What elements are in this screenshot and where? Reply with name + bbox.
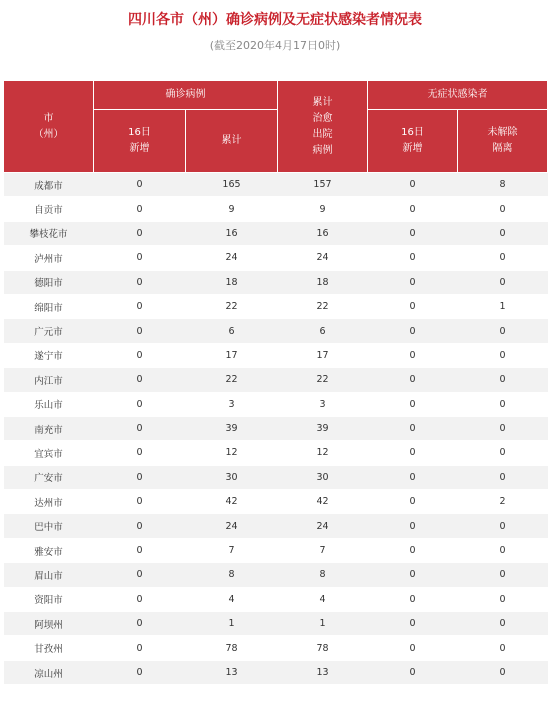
table-row	[4, 221, 548, 245]
total-cell: 22	[186, 368, 278, 392]
table-row	[4, 294, 548, 318]
table-row	[4, 343, 548, 367]
table-row	[4, 416, 548, 440]
new-cell: 0	[94, 441, 186, 465]
asym-new-cell: 0	[368, 441, 458, 465]
cured-cell: 24	[278, 246, 368, 270]
page-title: 四川各市（州）确诊病例及无症状感染者情况表	[128, 12, 422, 28]
asym-new-cell: 0	[368, 221, 458, 245]
cured-cell: 7	[278, 538, 368, 562]
city-cell: 成都市	[4, 173, 94, 197]
table-header	[4, 81, 548, 173]
table-row	[4, 319, 548, 343]
new-cell: 0	[94, 246, 186, 270]
new-cell: 0	[94, 294, 186, 318]
total-cell: 24	[186, 514, 278, 538]
cured-cell: 4	[278, 587, 368, 611]
new-cell: 0	[94, 173, 186, 197]
header-unreleased: 未解除 隔离	[458, 110, 548, 173]
total-cell: 8	[186, 563, 278, 587]
unreleased-cell: 0	[458, 221, 548, 245]
city-cell: 凉山州	[4, 660, 94, 684]
unreleased-cell: 0	[458, 538, 548, 562]
total-cell: 13	[186, 660, 278, 684]
new-cell: 0	[94, 587, 186, 611]
new-cell: 0	[94, 416, 186, 440]
cured-cell: 13	[278, 660, 368, 684]
asym-new-cell: 0	[368, 319, 458, 343]
asym-new-cell: 0	[368, 197, 458, 221]
asym-new-cell: 0	[368, 173, 458, 197]
new-cell: 0	[94, 636, 186, 660]
city-cell: 内江市	[4, 368, 94, 392]
cured-cell: 18	[278, 270, 368, 294]
unreleased-cell: 2	[458, 490, 548, 514]
unreleased-cell: 0	[458, 563, 548, 587]
new-cell: 0	[94, 319, 186, 343]
cases-table	[3, 80, 548, 685]
table-row	[4, 173, 548, 197]
cured-cell: 22	[278, 294, 368, 318]
unreleased-cell: 0	[458, 636, 548, 660]
city-cell: 广安市	[4, 465, 94, 489]
unreleased-cell: 0	[458, 197, 548, 221]
total-cell: 1	[186, 612, 278, 636]
table-row	[4, 660, 548, 684]
cured-cell: 16	[278, 221, 368, 245]
city-cell: 资阳市	[4, 587, 94, 611]
new-cell: 0	[94, 221, 186, 245]
new-cell: 0	[94, 612, 186, 636]
table-row	[4, 392, 548, 416]
new-cell: 0	[94, 343, 186, 367]
cured-cell: 157	[278, 173, 368, 197]
unreleased-cell: 0	[458, 270, 548, 294]
total-cell: 4	[186, 587, 278, 611]
table-row	[4, 246, 548, 270]
table-row	[4, 270, 548, 294]
city-cell: 阿坝州	[4, 612, 94, 636]
city-cell: 泸州市	[4, 246, 94, 270]
city-cell: 宜宾市	[4, 441, 94, 465]
total-cell: 42	[186, 490, 278, 514]
city-cell: 绵阳市	[4, 294, 94, 318]
city-cell: 眉山市	[4, 563, 94, 587]
table-body	[4, 173, 548, 685]
city-cell: 甘孜州	[4, 636, 94, 660]
table-row	[4, 636, 548, 660]
total-cell: 39	[186, 416, 278, 440]
new-cell: 0	[94, 368, 186, 392]
total-cell: 6	[186, 319, 278, 343]
table-row	[4, 587, 548, 611]
table-row	[4, 197, 548, 221]
asym-new-cell: 0	[368, 636, 458, 660]
city-cell: 攀枝花市	[4, 221, 94, 245]
asym-new-cell: 0	[368, 343, 458, 367]
unreleased-cell: 0	[458, 246, 548, 270]
cured-cell: 42	[278, 490, 368, 514]
asym-new-cell: 0	[368, 294, 458, 318]
unreleased-cell: 8	[458, 173, 548, 197]
unreleased-cell: 0	[458, 319, 548, 343]
cured-cell: 6	[278, 319, 368, 343]
header-cured: 累计 治愈 出院 病例	[278, 81, 368, 173]
asym-new-cell: 0	[368, 612, 458, 636]
cured-cell: 39	[278, 416, 368, 440]
new-cell: 0	[94, 563, 186, 587]
cured-cell: 1	[278, 612, 368, 636]
city-cell: 德阳市	[4, 270, 94, 294]
new-cell: 0	[94, 660, 186, 684]
total-cell: 24	[186, 246, 278, 270]
header-new-16: 16日 新增	[94, 110, 186, 173]
city-cell: 雅安市	[4, 538, 94, 562]
city-cell: 巴中市	[4, 514, 94, 538]
cured-cell: 24	[278, 514, 368, 538]
unreleased-cell: 0	[458, 514, 548, 538]
asym-new-cell: 0	[368, 660, 458, 684]
header-asym-new-16: 16日 新增	[368, 110, 458, 173]
total-cell: 18	[186, 270, 278, 294]
table-row	[4, 465, 548, 489]
header-asymptomatic-group: 无症状感染者	[368, 81, 548, 110]
asym-new-cell: 0	[368, 563, 458, 587]
city-cell: 遂宁市	[4, 343, 94, 367]
asym-new-cell: 0	[368, 416, 458, 440]
asym-new-cell: 0	[368, 246, 458, 270]
unreleased-cell: 0	[458, 660, 548, 684]
new-cell: 0	[94, 197, 186, 221]
total-cell: 78	[186, 636, 278, 660]
unreleased-cell: 0	[458, 587, 548, 611]
unreleased-cell: 0	[458, 392, 548, 416]
header-total: 累计	[186, 110, 278, 173]
total-cell: 9	[186, 197, 278, 221]
asym-new-cell: 0	[368, 368, 458, 392]
table-row	[4, 538, 548, 562]
header-city: 市 （州）	[4, 81, 94, 173]
unreleased-cell: 0	[458, 343, 548, 367]
city-cell: 南充市	[4, 416, 94, 440]
asym-new-cell: 0	[368, 490, 458, 514]
asym-new-cell: 0	[368, 465, 458, 489]
total-cell: 3	[186, 392, 278, 416]
unreleased-cell: 0	[458, 441, 548, 465]
asym-new-cell: 0	[368, 392, 458, 416]
total-cell: 17	[186, 343, 278, 367]
asym-new-cell: 0	[368, 514, 458, 538]
cured-cell: 3	[278, 392, 368, 416]
total-cell: 165	[186, 173, 278, 197]
cured-cell: 78	[278, 636, 368, 660]
new-cell: 0	[94, 465, 186, 489]
cured-cell: 17	[278, 343, 368, 367]
cured-cell: 8	[278, 563, 368, 587]
unreleased-cell: 0	[458, 368, 548, 392]
new-cell: 0	[94, 392, 186, 416]
total-cell: 22	[186, 294, 278, 318]
new-cell: 0	[94, 270, 186, 294]
unreleased-cell: 0	[458, 416, 548, 440]
table-row	[4, 368, 548, 392]
unreleased-cell: 1	[458, 294, 548, 318]
table-row	[4, 563, 548, 587]
new-cell: 0	[94, 490, 186, 514]
cured-cell: 12	[278, 441, 368, 465]
asym-new-cell: 0	[368, 587, 458, 611]
city-cell: 乐山市	[4, 392, 94, 416]
city-cell: 广元市	[4, 319, 94, 343]
table-row	[4, 514, 548, 538]
page-subtitle: (截至2020年4月17日0时)	[209, 39, 341, 52]
new-cell: 0	[94, 538, 186, 562]
table-row	[4, 490, 548, 514]
total-cell: 30	[186, 465, 278, 489]
total-cell: 12	[186, 441, 278, 465]
city-cell: 自贡市	[4, 197, 94, 221]
table-row	[4, 612, 548, 636]
asym-new-cell: 0	[368, 538, 458, 562]
cured-cell: 22	[278, 368, 368, 392]
asym-new-cell: 0	[368, 270, 458, 294]
total-cell: 16	[186, 221, 278, 245]
total-cell: 7	[186, 538, 278, 562]
new-cell: 0	[94, 514, 186, 538]
unreleased-cell: 0	[458, 612, 548, 636]
unreleased-cell: 0	[458, 465, 548, 489]
header-confirmed-group: 确诊病例	[94, 81, 278, 110]
cured-cell: 30	[278, 465, 368, 489]
table-row	[4, 441, 548, 465]
city-cell: 达州市	[4, 490, 94, 514]
cured-cell: 9	[278, 197, 368, 221]
